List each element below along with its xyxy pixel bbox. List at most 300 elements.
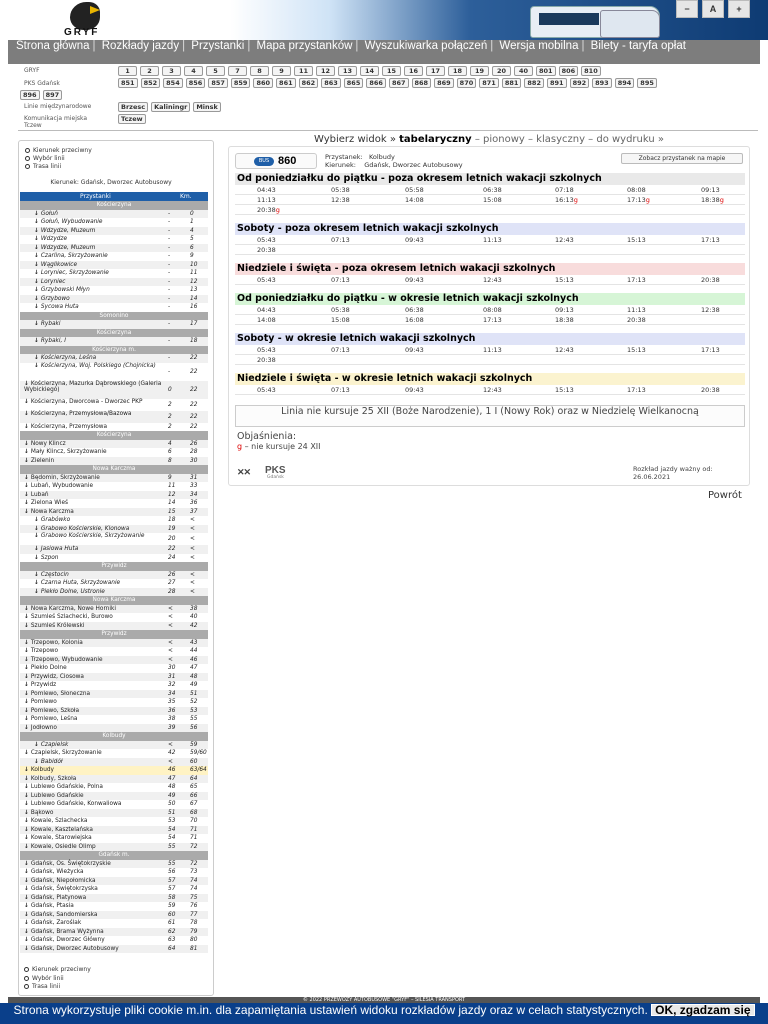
stop-km-a: 57 [168, 886, 176, 892]
line-button-18[interactable]: 18 [448, 66, 467, 76]
stop-km-a: 6 [168, 449, 172, 455]
stop-row[interactable] [20, 474, 208, 483]
departure-time[interactable]: 12:38 [701, 306, 720, 314]
stop-km-a: 36 [168, 707, 176, 714]
link-line-route-bottom[interactable]: Trasa linii [24, 983, 60, 990]
stop-row[interactable] [20, 749, 208, 758]
stop-name: ↓ Przywidz [24, 681, 56, 690]
stop-km-a: 34 [168, 690, 176, 697]
departure-time[interactable]: 09:43 [405, 386, 424, 394]
stop-km-b: < [190, 554, 195, 561]
departure-time[interactable]: 20:38 [257, 246, 276, 254]
site-header [0, 0, 768, 40]
stop-group-header: Nowa Karczma [20, 596, 208, 605]
stop-row[interactable] [20, 826, 208, 835]
departure-time[interactable]: 20:38 [257, 356, 276, 364]
line-button-16[interactable]: 16 [404, 66, 423, 76]
departure-time[interactable]: 15:08 [331, 316, 350, 324]
stop-row[interactable] [20, 698, 208, 707]
stop-row[interactable] [20, 664, 208, 673]
stop-km-b: 1 [190, 219, 194, 225]
stop-row[interactable] [20, 928, 208, 937]
departure-time[interactable]: 09:43 [405, 236, 424, 244]
stop-row[interactable] [20, 218, 208, 227]
departure-time[interactable]: 15:13 [627, 346, 646, 354]
departure-time[interactable]: 06:38 [405, 306, 424, 314]
line-button-856[interactable]: 856 [186, 78, 206, 88]
departure-time[interactable]: 12:43 [555, 236, 574, 244]
stop-name: ↓ Zielona Wieś [24, 499, 68, 508]
line-button-871[interactable]: 871 [479, 78, 499, 88]
stop-row[interactable] [20, 411, 208, 423]
footer: © 2022 PRZEWOZY AUTOBUSOWE "GRYF" – SILESIA TRANSPORT [8, 997, 760, 1003]
line-button-865[interactable]: 865 [344, 78, 364, 88]
divider [18, 130, 758, 131]
intl-line-button-brzesc[interactable]: Brzesc [118, 102, 148, 112]
stop-name: ↓ Grzybowo [34, 295, 70, 304]
timetable-section [235, 263, 745, 285]
intl-lines-label: Linie międzynarodowe [24, 103, 92, 110]
line-button-40[interactable]: 40 [514, 66, 533, 76]
stop-row[interactable] [20, 278, 208, 287]
stop-row[interactable] [20, 252, 208, 261]
line-button-894[interactable]: 894 [615, 78, 635, 88]
line-button-870[interactable]: 870 [457, 78, 477, 88]
stop-row[interactable] [20, 423, 208, 432]
stop-km-a: 62 [168, 928, 176, 935]
line-button-13[interactable]: 13 [338, 66, 357, 76]
stop-km-a: 58 [168, 894, 176, 901]
stop-row[interactable] [20, 868, 208, 877]
departure-time[interactable]: 15:13 [555, 386, 574, 394]
menu-mobile[interactable]: Wersja mobilna [499, 40, 579, 52]
menu-home[interactable]: Strona główna [16, 40, 90, 52]
cookie-accept-button[interactable]: OK, zgadzam się [651, 1004, 754, 1016]
stop-km-b: 34 [190, 491, 198, 498]
stop-row[interactable] [20, 800, 208, 809]
departure-time[interactable]: 11:13 [627, 306, 646, 314]
stop-name: ↓ Kościerzyna, Przemysłowa [24, 423, 107, 432]
line-button-869[interactable]: 869 [434, 78, 454, 88]
stop-row[interactable] [20, 639, 208, 648]
departure-time[interactable]: 16:13g [555, 196, 578, 204]
stop-km-a: - [168, 295, 171, 302]
departure-time[interactable]: 12:38 [331, 196, 350, 204]
line-button-806[interactable]: 806 [559, 66, 579, 76]
zoom-in-button[interactable]: + [728, 0, 750, 18]
departure-time[interactable]: 15:13 [627, 236, 646, 244]
departure-time[interactable]: 17:13 [627, 276, 646, 284]
line-button-19[interactable]: 19 [470, 66, 489, 76]
stop-row[interactable] [20, 834, 208, 843]
stop-row[interactable] [20, 894, 208, 903]
stop-name: ↓ Pomlewo, Słoneczna [24, 690, 90, 699]
line-button-852[interactable]: 852 [141, 78, 161, 88]
stop-km-a: 26 [168, 571, 176, 578]
line-button-20[interactable]: 20 [492, 66, 511, 76]
stop-row[interactable] [20, 457, 208, 466]
stop-km-b: 37 [190, 508, 198, 515]
gryf-logo[interactable]: GRYF [60, 2, 124, 40]
departure-time[interactable]: 12:43 [483, 276, 502, 284]
line-button-810[interactable]: 810 [581, 66, 601, 76]
stop-row[interactable] [20, 792, 208, 801]
line-button-893[interactable]: 893 [592, 78, 612, 88]
stop-name: ↓ Piekło Dolne, Ustronie [34, 588, 105, 597]
timetable-panel [228, 146, 750, 486]
departure-time[interactable]: 20:38 [627, 316, 646, 324]
stop-km-a: - [168, 253, 171, 259]
departure-time[interactable]: 17:13 [701, 236, 720, 244]
stop-km-a: - [168, 338, 171, 344]
stop-km-b: 67 [190, 801, 198, 807]
intl-line-button-kaliningr[interactable]: Kaliningr [151, 102, 190, 112]
stop-row[interactable] [20, 448, 208, 457]
line-button-851[interactable]: 851 [118, 78, 138, 88]
departure-time[interactable]: 07:13 [331, 276, 350, 284]
stop-name: ↓ Kowale, Szlachecka [24, 817, 87, 826]
link-opposite-direction[interactable]: Kierunek przeciwny [25, 147, 92, 154]
line-button-5[interactable]: 5 [206, 66, 225, 76]
stop-row[interactable] [20, 588, 208, 597]
departure-time[interactable]: 20:38 [701, 386, 720, 394]
stop-row[interactable] [20, 491, 208, 500]
departure-time[interactable]: 15:08 [483, 196, 502, 204]
stop-name: ↓ Sycowa Huta [34, 303, 79, 312]
menu-tickets[interactable]: Bilety - taryfa opłat [590, 40, 686, 52]
stop-row[interactable] [20, 269, 208, 278]
line-button-12[interactable]: 12 [316, 66, 335, 76]
departure-time[interactable]: 20:38 [701, 276, 720, 284]
line-button-854[interactable]: 854 [163, 78, 183, 88]
line-button-3[interactable]: 3 [162, 66, 181, 76]
stop-row[interactable] [20, 724, 208, 733]
departure-time[interactable]: 09:13 [555, 306, 574, 314]
stop-row[interactable] [20, 783, 208, 792]
departure-time[interactable]: 11:13 [257, 196, 276, 204]
stop-group-header: Kościerzyna [20, 431, 208, 440]
stop-row[interactable] [20, 843, 208, 852]
stop-row[interactable] [20, 673, 208, 682]
stop-group-header: Gdańsk m. [20, 851, 208, 860]
stop-km-a: 47 [168, 775, 176, 782]
stop-row[interactable] [20, 440, 208, 449]
departure-time[interactable]: 04:43 [257, 186, 276, 194]
stop-km-a: - [168, 287, 171, 293]
line-button-895[interactable]: 895 [637, 78, 657, 88]
stop-km-b: < [190, 571, 195, 578]
stop-row[interactable] [20, 936, 208, 945]
departure-time[interactable]: 14:08 [257, 316, 276, 324]
stop-name: ↓ Czarlina, Skrzyżowanie [34, 252, 108, 261]
departure-row [235, 385, 745, 395]
stop-row[interactable] [20, 554, 208, 563]
stop-row[interactable] [20, 533, 208, 545]
back-link[interactable]: Powrót [708, 490, 742, 501]
legend-item: g – nie kursuje 24 XII [237, 442, 321, 451]
stop-km-a: 51 [168, 809, 176, 816]
line-button-4[interactable]: 4 [184, 66, 203, 76]
stop-row[interactable] [20, 919, 208, 928]
stop-name: ↓ Grabowo Kościerskie, Skrzyżowanie [34, 533, 162, 539]
stop-row[interactable] [20, 605, 208, 614]
stop-km-b: 22 [190, 423, 198, 430]
stop-row[interactable] [20, 902, 208, 911]
stop-km-a: < [168, 656, 173, 663]
stop-row[interactable] [20, 741, 208, 750]
stop-km-a: 60 [168, 911, 176, 918]
menu-timetables[interactable]: Rozkłady jazdy [101, 40, 180, 52]
stop-name: ↓ Gdańsk, Platynowa [24, 894, 86, 903]
stop-km-a: 11 [168, 483, 176, 489]
line-button-897[interactable]: 897 [43, 90, 63, 100]
departure-time[interactable]: 07:18 [555, 186, 574, 194]
stop-km-b: 74 [190, 886, 198, 892]
departure-time[interactable]: 09:43 [405, 346, 424, 354]
line-button-892[interactable]: 892 [570, 78, 590, 88]
stop-row[interactable] [20, 399, 208, 411]
intl-line-button-minsk[interactable]: Minsk [193, 102, 221, 112]
departure-time[interactable]: 05:43 [257, 236, 276, 244]
departure-time[interactable]: 09:43 [405, 276, 424, 284]
menu-stops-map[interactable]: Mapa przystanków [256, 40, 353, 52]
stop-row[interactable] [20, 690, 208, 699]
stop-km-b: 63/64 [190, 767, 207, 773]
stop-km-b: 28 [190, 449, 198, 455]
stop-km-a: < [168, 605, 173, 612]
departure-time[interactable]: 05:43 [257, 386, 276, 394]
line-button-862[interactable]: 862 [299, 78, 319, 88]
stop-row[interactable] [20, 766, 208, 775]
stop-name: ↓ Wdzydze [34, 235, 67, 244]
line-button-801[interactable]: 801 [536, 66, 556, 76]
departure-time[interactable]: 12:43 [483, 386, 502, 394]
griffin-icon [70, 2, 100, 30]
stop-row[interactable] [20, 877, 208, 886]
line-button-7[interactable]: 7 [228, 66, 247, 76]
departure-time[interactable]: 12:43 [555, 346, 574, 354]
section-title: Od poniedziałku do piątku - w okresie letnich wakacji szkolnych [235, 293, 745, 305]
stop-row[interactable] [20, 227, 208, 236]
departure-time[interactable]: 14:08 [405, 196, 424, 204]
stop-name: ↓ Kościerzyna, Mazurka Dąbrowskiego (Galeria Wybickiego) [24, 381, 162, 393]
menu-connection-search[interactable]: Wyszukiwarka połączeń [364, 40, 488, 52]
departure-time[interactable]: 08:08 [483, 306, 502, 314]
stop-row[interactable] [20, 261, 208, 270]
stop-group-header: Kościerzyna m. [20, 346, 208, 355]
stop-row[interactable] [20, 295, 208, 304]
stop-row[interactable] [20, 381, 208, 399]
departure-time[interactable]: 05:38 [331, 306, 350, 314]
stop-row[interactable] [20, 508, 208, 517]
stop-row[interactable] [20, 482, 208, 491]
stop-row[interactable] [20, 885, 208, 894]
departure-time[interactable]: 07:13 [331, 236, 350, 244]
stop-row[interactable] [20, 303, 208, 312]
departure-time[interactable]: 17:13 [627, 386, 646, 394]
link-opposite-direction-bottom[interactable]: Kierunek przeciwny [24, 966, 91, 973]
stop-km-b: 38 [190, 605, 198, 612]
departure-time[interactable]: 17:13g [627, 196, 650, 204]
stop-row[interactable] [20, 945, 208, 954]
line-button-861[interactable]: 861 [276, 78, 296, 88]
stop-row[interactable] [20, 499, 208, 508]
stop-row[interactable] [20, 809, 208, 818]
stop-row[interactable] [20, 525, 208, 534]
timetable-section [235, 173, 745, 215]
stop-km-b: < [190, 546, 195, 552]
stop-row[interactable] [20, 656, 208, 665]
line-button-11[interactable]: 11 [294, 66, 313, 76]
departure-row [235, 315, 745, 325]
show-stop-on-map-button[interactable]: Zobacz przystanek na mapie [621, 153, 743, 164]
line-button-896[interactable]: 896 [20, 90, 40, 100]
stop-row[interactable] [20, 579, 208, 588]
link-line-choice-bottom[interactable]: Wybór linii [24, 975, 64, 982]
line-button-867[interactable]: 867 [389, 78, 409, 88]
stop-row[interactable] [20, 911, 208, 920]
zoom-reset-button[interactable]: A [702, 0, 724, 18]
stop-name: ↓ Grabówko [34, 516, 70, 525]
view-other-links[interactable]: – pionowy – klasyczny – do wydruku » [474, 134, 665, 145]
stop-km-b: 68 [190, 809, 198, 816]
line-button-859[interactable]: 859 [231, 78, 251, 88]
stop-name: ↓ Lublewo Gdańskie, Polna [24, 783, 103, 792]
service-note: Linia nie kursuje 25 XII (Boże Narodzenie), 1 I (Nowy Rok) oraz w Niedzielę Wielkanocną [235, 405, 745, 427]
stop-row[interactable] [20, 320, 208, 329]
departure-row [235, 185, 745, 195]
stop-name: ↓ Lubań [24, 491, 49, 500]
stop-km-a: 54 [168, 835, 176, 841]
menu-stops[interactable]: Przystanki [191, 40, 245, 52]
stop-row[interactable] [20, 613, 208, 622]
line-button-857[interactable]: 857 [208, 78, 228, 88]
bus-illustration-2 [600, 10, 660, 38]
departure-time[interactable]: 18:38g [701, 196, 724, 204]
link-line-choice[interactable]: Wybór linii [25, 155, 65, 162]
stop-row[interactable] [20, 337, 208, 346]
view-tabular[interactable]: tabelaryczny [399, 134, 472, 145]
section-title: Niedziele i święta - w okresie letnich wakacji szkolnych [235, 373, 745, 385]
stop-name: ↓ Kowale, Kasztelańska [24, 826, 93, 835]
line-button-863[interactable]: 863 [321, 78, 341, 88]
departure-time[interactable]: 08:08 [627, 186, 646, 194]
departure-time[interactable]: 15:13 [555, 276, 574, 284]
stop-name: ↓ Trzepowo, Kolonia [24, 639, 83, 648]
stop-row[interactable] [20, 817, 208, 826]
departure-time[interactable]: 09:13 [701, 186, 720, 194]
stop-km-b: 56 [190, 724, 198, 731]
stop-group-header: Nowa Karczma [20, 465, 208, 474]
section-title: Niedziele i święta - poza okresem letnich wakacji szkolnych [235, 263, 745, 275]
stop-km-a: - [168, 219, 171, 225]
stop-row[interactable] [20, 244, 208, 253]
line-button-866[interactable]: 866 [366, 78, 386, 88]
stop-km-a: - [168, 270, 171, 276]
line-button-14[interactable]: 14 [360, 66, 379, 76]
stop-km-b: 4 [190, 227, 194, 234]
line-button-891[interactable]: 891 [547, 78, 567, 88]
stop-km-b: 13 [190, 287, 198, 293]
stop-km-a: 2 [168, 413, 172, 420]
departure-time[interactable]: 05:43 [257, 276, 276, 284]
stop-row[interactable] [20, 622, 208, 631]
stop-row[interactable] [20, 681, 208, 690]
stop-km-b: 76 [190, 903, 198, 909]
line-button-2[interactable]: 2 [140, 66, 159, 76]
line-button-17[interactable]: 17 [426, 66, 445, 76]
stop-row[interactable] [20, 286, 208, 295]
stop-km-a: 20 [168, 536, 176, 542]
stop-row[interactable] [20, 647, 208, 656]
stop-name: ↓ Lubań, Wybudowanie [24, 482, 93, 491]
stop-row[interactable] [20, 235, 208, 244]
line-button-882[interactable]: 882 [524, 78, 544, 88]
departure-time[interactable]: 16:08 [405, 316, 424, 324]
departure-time[interactable]: 05:58 [405, 186, 424, 194]
stop-name: ↓ Kościerzyna, Leśna [34, 354, 96, 363]
stop-name: ↓ Gołuń [34, 210, 58, 219]
line-button-881[interactable]: 881 [502, 78, 522, 88]
stop-row[interactable] [20, 571, 208, 580]
line-button-868[interactable]: 868 [412, 78, 432, 88]
stop-km-b: 22 [190, 386, 198, 393]
stop-km-b: 59/60 [190, 750, 207, 756]
departure-time[interactable]: 07:13 [331, 386, 350, 394]
stop-km-a: 18 [168, 517, 176, 523]
departure-time[interactable]: 11:13 [483, 346, 502, 354]
departure-time[interactable]: 07:13 [331, 346, 350, 354]
stop-km-a: 55 [168, 860, 176, 867]
departure-time[interactable]: 17:13 [701, 346, 720, 354]
stop-row[interactable] [20, 715, 208, 724]
bus-icon: BUS [254, 157, 274, 166]
stop-row[interactable] [20, 516, 208, 525]
departure-time[interactable]: 04:43 [257, 306, 276, 314]
stop-row[interactable] [20, 775, 208, 784]
stop-name: ↓ Loryniec, Skrzyżowanie [34, 269, 109, 278]
departure-time[interactable]: 17:13 [483, 316, 502, 324]
departure-time[interactable]: 11:13 [483, 236, 502, 244]
line-button-1[interactable]: 1 [118, 66, 137, 76]
stop-km-b: 72 [190, 860, 198, 867]
stop-row[interactable] [20, 363, 208, 381]
stop-row[interactable] [20, 210, 208, 219]
departure-time[interactable]: 05:43 [257, 346, 276, 354]
zoom-out-button[interactable]: − [676, 0, 698, 18]
link-line-route[interactable]: Trasa linii [25, 163, 61, 170]
departure-time[interactable]: 05:38 [331, 186, 350, 194]
stop-row[interactable] [20, 545, 208, 554]
departure-time[interactable]: 18:38 [555, 316, 574, 324]
stop-row[interactable] [20, 758, 208, 767]
line-button-8[interactable]: 8 [250, 66, 269, 76]
stop-row[interactable] [20, 354, 208, 363]
stop-row[interactable] [20, 860, 208, 869]
stop-km-a: 59 [168, 903, 176, 909]
city-line-button-tczew[interactable]: Tczew [118, 114, 146, 124]
stop-name: ↓ Gdańsk, Zaroślak [24, 919, 81, 928]
line-button-860[interactable]: 860 [253, 78, 273, 88]
departure-time[interactable]: 20:38g [257, 206, 280, 214]
departure-time[interactable]: 06:38 [483, 186, 502, 194]
stop-km-b: 78 [190, 920, 198, 926]
stop-row[interactable] [20, 707, 208, 716]
line-button-15[interactable]: 15 [382, 66, 401, 76]
pks-logo: ✕✕ PKS Gdańsk [237, 465, 286, 480]
stop-km-a: 9 [168, 474, 172, 481]
line-button-9[interactable]: 9 [272, 66, 291, 76]
